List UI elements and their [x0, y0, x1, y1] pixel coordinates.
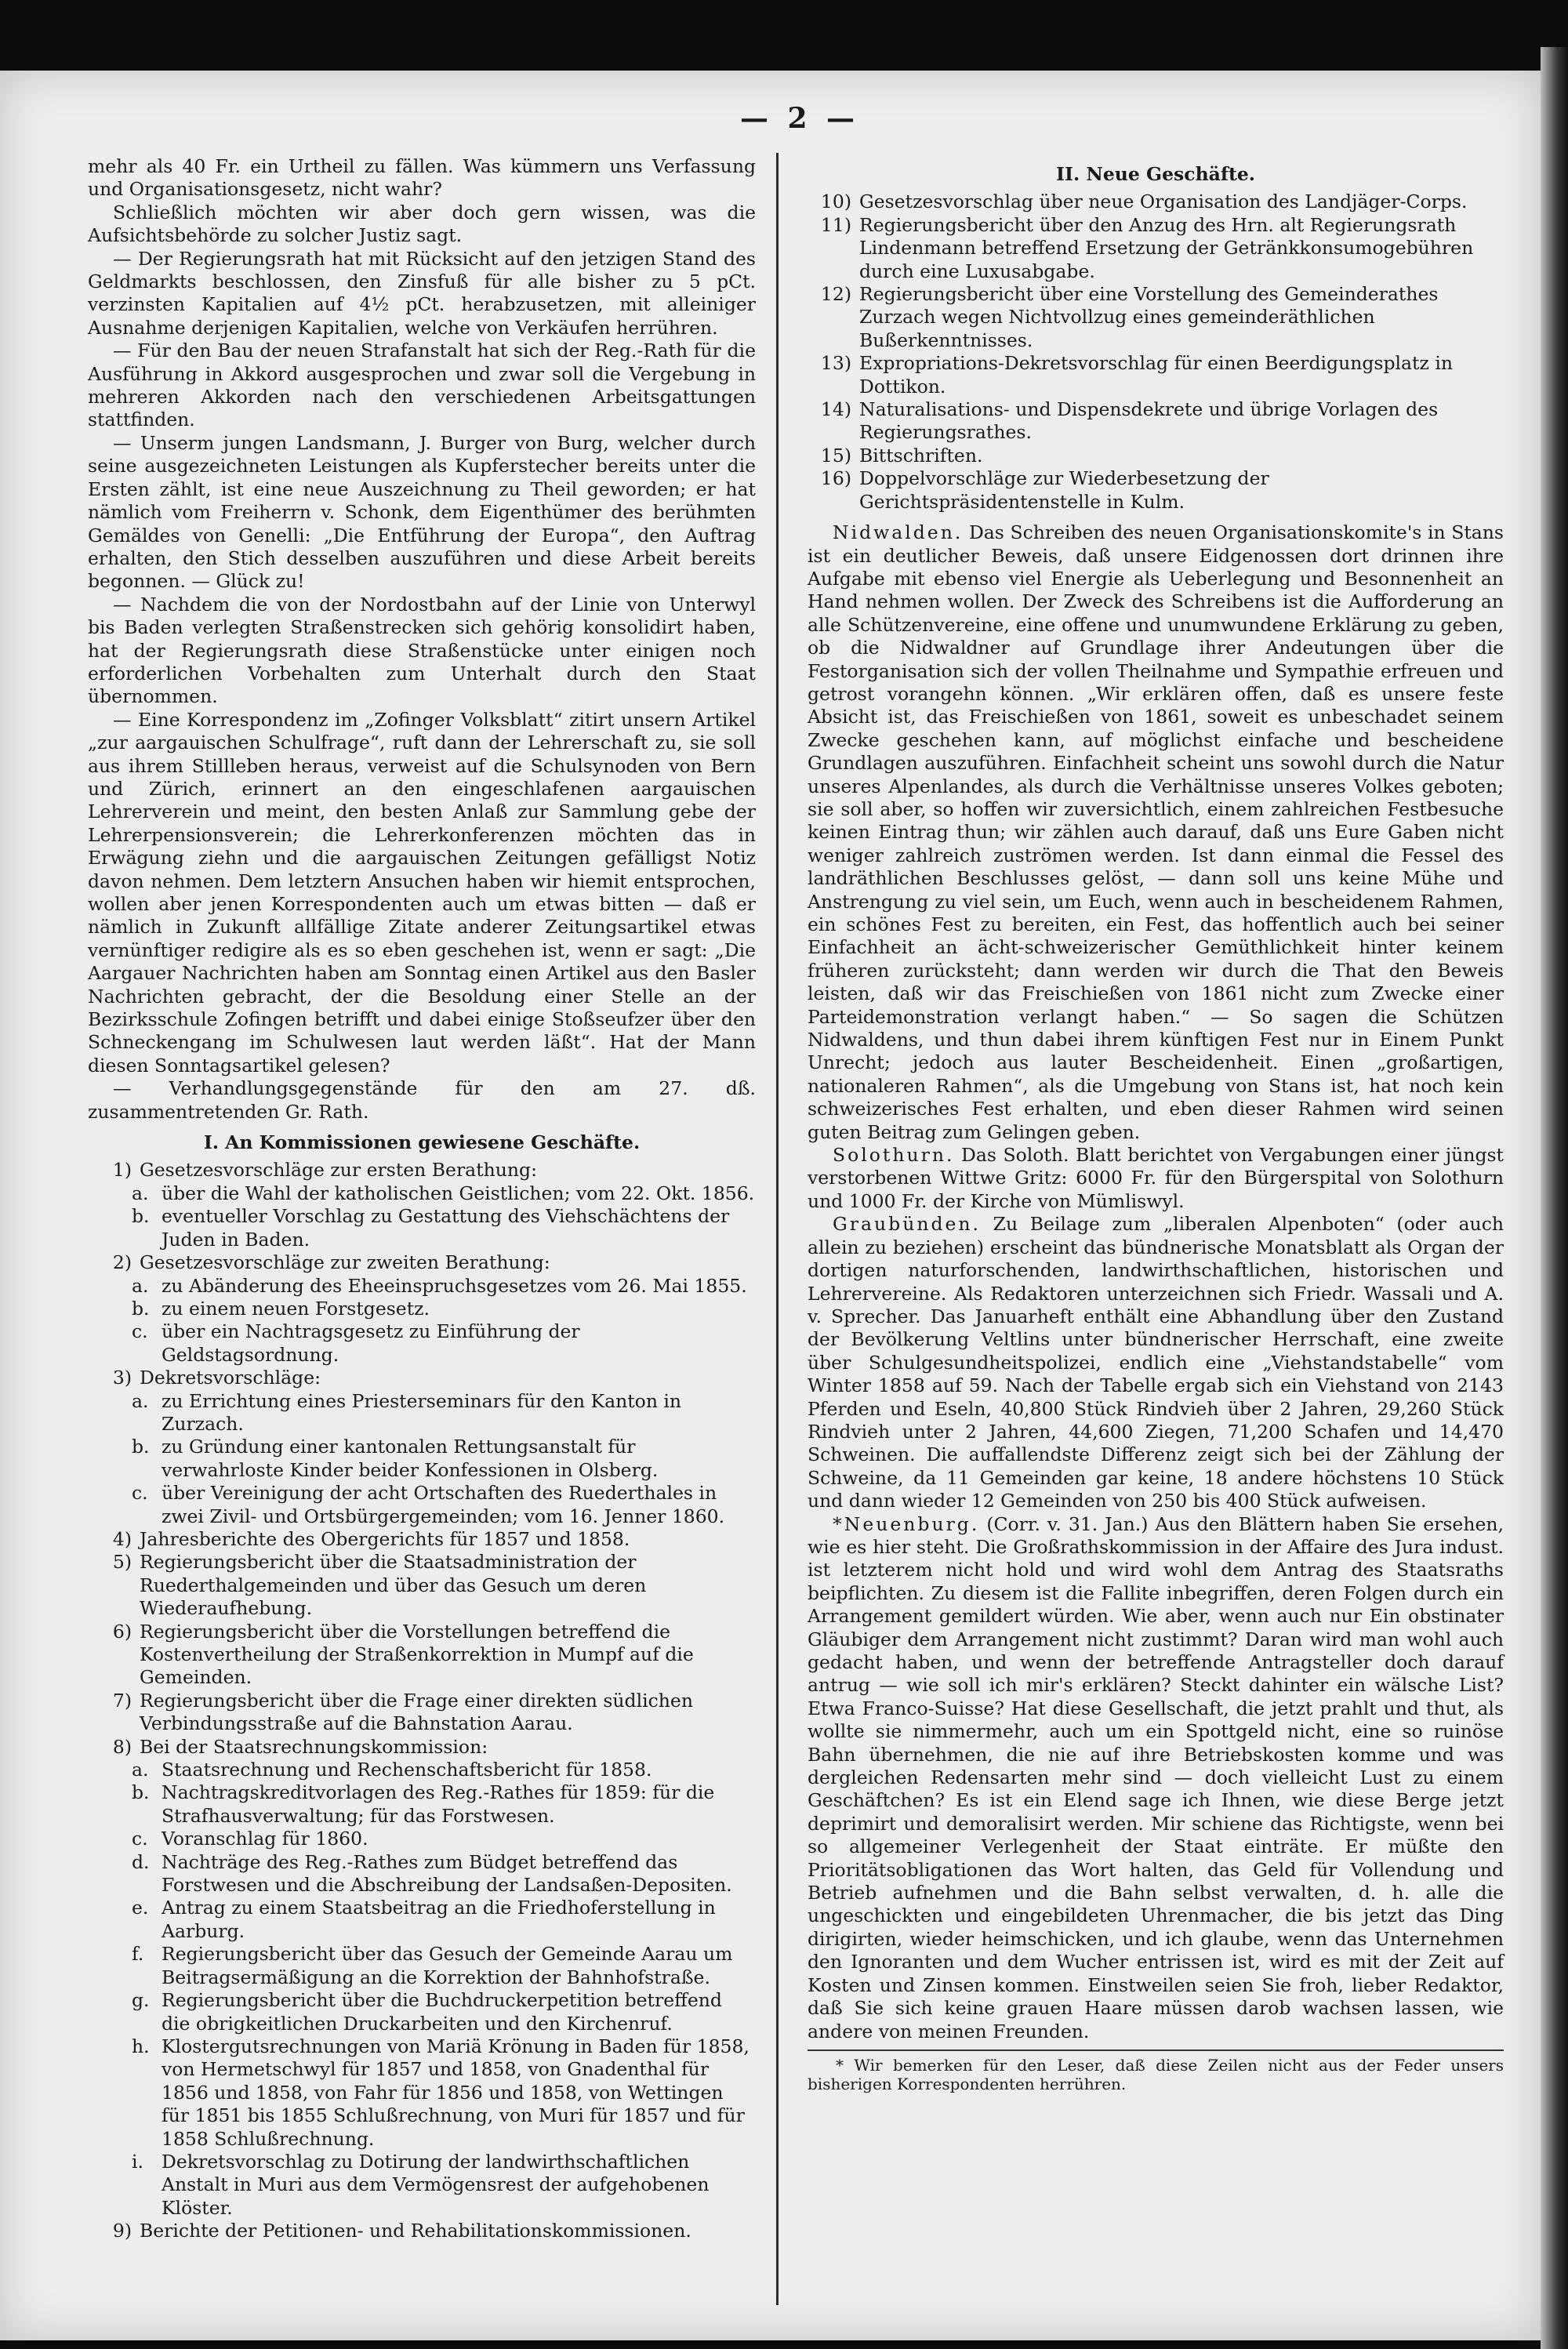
- agenda-subitem-letter: b.: [132, 1297, 150, 1320]
- article-nidwalden: [808, 521, 1504, 1144]
- agenda-subitem: [88, 1943, 756, 1989]
- agenda-list-kommissionen: [88, 1159, 756, 2242]
- agenda-subitem: [88, 1482, 756, 1528]
- agenda-item: [808, 398, 1504, 445]
- agenda-subitem: [88, 1781, 756, 1828]
- agenda-subitem-letter: a.: [132, 1274, 149, 1297]
- paragraph-aufsicht: Schließlich möchten wir aber doch gern wissen, was die Aufsichtsbehörde zu solcher Justiz sagt.: [88, 201, 756, 247]
- agenda-subitem-text: Antrag zu einem Staatsbeitrag an die Friedhoferstellung in Aarburg.: [162, 1897, 716, 1942]
- agenda-subitem-text: Nachtragskreditvorlagen des Reg.-Rathes für 1859: für die Strafhausverwaltung; für das Forstwesen.: [162, 1781, 715, 1827]
- agenda-subitem: [88, 1298, 756, 1320]
- agenda-item-text: Gesetzesvorschläge zur ersten Berathung:: [140, 1159, 538, 1182]
- agenda-subitem: [88, 1989, 756, 2035]
- agenda-subitem: [88, 1851, 756, 1897]
- agenda-subitem-text: über Vereinigung der acht Ortschaften des Ruederthales in zwei Zivil- und Ortsbürgergemeinden; vom 16. Jenner 1860.: [162, 1482, 725, 1527]
- agenda-item-number: 7): [112, 1689, 132, 1712]
- agenda-item-number: 2): [112, 1251, 132, 1274]
- agenda-item: [808, 191, 1504, 213]
- agenda-item: [88, 1551, 756, 1620]
- agenda-subitem-letter: b.: [132, 1436, 150, 1458]
- agenda-item-text: Bittschriften.: [859, 444, 983, 467]
- agenda-item-text: Dekretsvorschläge:: [140, 1367, 321, 1389]
- agenda-item-text: Bei der Staatsrechnungskommission:: [140, 1735, 488, 1758]
- agenda-item-number: 12): [820, 283, 851, 306]
- place-neuenburg: *Neuenburg.: [833, 1512, 980, 1535]
- agenda-subitem-letter: b.: [132, 1781, 150, 1804]
- agenda-item: [808, 445, 1504, 467]
- agenda-subitem-text: Voranschlag für 1860.: [162, 1828, 368, 1850]
- paragraph-burger: — Unserm jungen Landsmann, J. Burger von Burg, welcher durch seine ausgezeichneten Leistungen als Kupferstecher bereits unter die Ersten zählt, ist eine neue Auszeichnung zu Theil geworden; er hat nämlich vom Freiherrn v. Schonk, dem Eigenthümer des berühmten Gemäldes von Genelli: „Die Entführung der Europa“, den Auftrag erhalten, den Stich desselben auszuführen und diese Arbeit bereits begonnen. — Glück zu!: [88, 431, 756, 593]
- footnote: * Wir bemerken für den Leser, daß diese Zeilen nicht aus der Feder unsers bisherigen Korrespondenten herrühren.: [808, 2049, 1504, 2093]
- agenda-subitem: [88, 1320, 756, 1367]
- agenda-item: [88, 1528, 756, 1551]
- agenda-subitem-letter: c.: [132, 1482, 148, 1505]
- agenda-item-text: Regierungsbericht über den Anzug des Hrn. alt Regierungsrath Lindenmann betreffend Ersetzung der Getränkkonsumogebühren durch eine Luxusabgabe.: [859, 213, 1474, 282]
- page-edge-shadow: [1541, 47, 1568, 2349]
- agenda-subitem: [88, 1436, 756, 1482]
- agenda-item: [88, 1159, 756, 1182]
- agenda-item-text: Doppelvorschläge zur Wiederbesetzung der Gerichtspräsidentenstelle in Kulm.: [859, 467, 1269, 513]
- agenda-subitem-letter: h.: [132, 2035, 150, 2057]
- agenda-subitem: [88, 1182, 756, 1205]
- agenda-item: [88, 1736, 756, 1759]
- agenda-subitem-text: zu einem neuen Forstgesetz.: [162, 1297, 430, 1320]
- agenda-subitem-letter: c.: [132, 1828, 148, 1850]
- agenda-item-text: Gesetzesvorschläge zur zweiten Berathung:: [140, 1251, 550, 1274]
- agenda-subitem: [88, 1759, 756, 1781]
- paragraph-zofinger-volksblatt: — Eine Korrespondenz im „Zofinger Volksblatt“ zitirt unsern Artikel „zur aargauischen Schulfrage“, ruft dann der Lehrerschaft zu, sie soll aus ihrem Stillleben heraus, verweist auf die Schulsynoden von Bern und Zürich, erinnert an den eingeschlafenen aargauischen Lehrerverein und meint, den besten Anlaß zur Sammlung gebe der Lehrerpensionsverein; die Lehrerkonferenzen möchten das in Erwägung ziehn und die aargauischen Zeitungen gefälligst Notiz davon nehmen. Dem letztern Ansuchen haben wir hiemit entsprochen, wollen aber jenen Korrespondenten auch um etwas bitten — daß er nämlich in Zukunft allfällige Zitate anderer Zeitungsartikel etwas vernünftiger redigire als es so eben geschehen ist, wenn er sagt: „Die Aargauer Nachrichten haben am Sonntag einen Artikel aus den Basler Nachrichten gebracht, der die Besoldung einer Stelle an der Bezirksschule Zofingen betrifft und dabei einige Stoßseufzer über den Schneckengang im Schulwesen laut werden läßt“. Hat der Mann diesen Sonntagsartikel gelesen?: [88, 708, 756, 1076]
- agenda-subitem-text: Nachträge des Reg.-Rathes zum Büdget betreffend das Forstwesen und die Abschreibung der Landsaßen-Depositen.: [162, 1850, 732, 1897]
- agenda-subitem-text: zu Gründung einer kantonalen Rettungsanstalt für verwahrloste Kinder beider Konfessionen in Olsberg.: [162, 1436, 659, 1481]
- agenda-item-number: 10): [820, 191, 851, 213]
- agenda-subitem-letter: c.: [132, 1320, 148, 1343]
- agenda-subitem: [88, 1828, 756, 1850]
- agenda-subitem-letter: b.: [132, 1205, 150, 1228]
- agenda-subitem-letter: e.: [132, 1897, 149, 1919]
- article-neuenburg: [808, 1513, 1504, 2043]
- text-graubuenden: Zu Beilage zum „liberalen Alpenboten“ (oder auch allein zu beziehen) erscheint das bündnerische Monatsblatt als Organ der dortigen naturforschenden, landwirthschaftlichen, historischen und Lehrervereine. Als Redaktoren unterzeichnen sich Friedr. Wassali und A. v. Sprecher. Das Januarheft enthält eine Abhandlung über den Zustand der Bevölkerung Veltlins unter bündnerischer Herrschaft, eine zweite über Schulgesundheitspolizei, endlich eine „Viehstandstabelle“ vom Winter 1858 auf 59. Nach der Tabelle ergab sich ein Viehstand von 2143 Pferden und Eseln, 40,800 Stück Rindvieh über 2 Jahren, 29,260 Stück Rindvieh unter 2 Jahren, 44,600 Ziegen, 71,200 Schafen und 14,470 Schweinen. Die auffallendste Differenz zeigt sich bei der Zählung der Schweine, da 11 Gemeinden gar keine, 18 andere höchstens 10 Stück und dann wieder 12 Gemeinden von 250 bis 400 Stück aufweisen.: [808, 1213, 1504, 1512]
- agenda-subitem: [88, 1275, 756, 1298]
- agenda-item-text: Regierungsbericht über die Frage einer direkten südlichen Verbindungsstraße auf die Bahnstation Aarau.: [140, 1689, 693, 1735]
- agenda-subitem-text: eventueller Vorschlag zu Gestattung des Viehschächtens der Juden in Baden.: [162, 1205, 730, 1251]
- agenda-item-text: Naturalisations- und Dispensdekrete und übrige Vorlagen des Regierungsrathes.: [859, 398, 1439, 444]
- agenda-item-number: 13): [820, 352, 851, 375]
- agenda-item: [88, 1367, 756, 1389]
- paragraph-zinsfuss: — Der Regierungsrath hat mit Rücksicht auf den jetzigen Stand des Geldmarkts beschlossen, den Zinsfuß für alle bisher zu 5 pCt. verzinsten Kapitalien auf 4½ pCt. herabzusetzen, mit alleiniger Ausnahme derjenigen Kapitalien, welche von Verkäufen herrühren.: [88, 247, 756, 339]
- paragraph-verhandlungen: — Verhandlungsgegenstände für den am 27. dß. zusammentretenden Gr. Rath.: [88, 1077, 756, 1123]
- corr-neuenburg: (Corr. v. 31. Jan.): [986, 1512, 1149, 1535]
- agenda-item: [88, 2220, 756, 2242]
- agenda-subitem-text: Regierungsbericht über das Gesuch der Gemeinde Aarau um Beitragsermäßigung an die Korrektion der Bahnhofstraße.: [162, 1943, 733, 1988]
- left-column: [88, 155, 756, 2243]
- agenda-item: [808, 467, 1504, 514]
- paragraph-nordostbahn: — Nachdem die von der Nordostbahn auf der Linie von Unterwyl bis Baden verlegten Straßenstrecken sich gehörig konsolidirt haben, hat der Regierungsrath diese Straßenstücke unter einigen noch erforderlichen Vorbehalten zum Unterhalt durch den Staat übernommen.: [88, 593, 756, 708]
- agenda-item: [88, 1621, 756, 1690]
- agenda-item-text: Regierungsbericht über die Vorstellungen betreffend die Kostenvertheilung der Straßenkorrektion in Mumpf auf die Gemeinden.: [140, 1620, 694, 1689]
- agenda-subitem-letter: a.: [132, 1389, 149, 1412]
- agenda-subitem: [88, 1390, 756, 1436]
- agenda-item-number: 5): [112, 1551, 132, 1574]
- agenda-subitem: [88, 1897, 756, 1943]
- agenda-item-number: 15): [820, 444, 851, 467]
- agenda-subitem-text: Regierungsbericht über die Buchdruckerpetition betreffend die obrigkeitlichen Druckarbeiten und den Kirchenruf.: [162, 1989, 722, 2035]
- agenda-item-number: 16): [820, 467, 851, 490]
- agenda-subitem-text: über ein Nachtragsgesetz zu Einführung der Geldstagsordnung.: [162, 1320, 580, 1366]
- agenda-item-text: Regierungsbericht über eine Vorstellung des Gemeinderathes Zurzach wegen Nichtvollzug eines gemeinderäthlichen Bußerkenntnisses.: [859, 283, 1439, 351]
- agenda-item: [808, 214, 1504, 283]
- agenda-item: [88, 1251, 756, 1274]
- agenda-item: [88, 1690, 756, 1736]
- agenda-item-text: Jahresberichte des Obergerichts für 1857 und 1858.: [140, 1527, 630, 1550]
- agenda-subitem-text: Staatsrechnung und Rechenschaftsbericht für 1858.: [162, 1759, 652, 1781]
- agenda-subitem-letter: i.: [132, 2150, 143, 2173]
- agenda-subitem-letter: f.: [132, 1943, 144, 1966]
- agenda-item-number: 1): [112, 1159, 132, 1182]
- paragraph-strafanstalt: — Für den Bau der neuen Strafanstalt hat sich der Reg.-Rath für die Ausführung in Akkord ausgesprochen und zwar soll die Vergebung in mehreren Akkorden nach den verschiedenen Arbeitsgattungen stattfinden.: [88, 339, 756, 431]
- agenda-subitem-letter: g.: [132, 1989, 150, 2012]
- paragraph-urtheil: mehr als 40 Fr. ein Urtheil zu fällen. Was kümmern uns Verfassung und Organisationsgesetz, nicht wahr?: [88, 155, 756, 201]
- agenda-subitem: [88, 1205, 756, 1251]
- place-graubuenden: Graubünden.: [833, 1213, 982, 1236]
- agenda-item-number: 14): [820, 398, 851, 421]
- agenda-subitem-letter: a.: [132, 1182, 149, 1204]
- agenda-subitem: [88, 2035, 756, 2151]
- agenda-item-text: Berichte der Petitionen- und Rehabilitationskommissionen.: [140, 2220, 691, 2242]
- section-heading-neue-geschaefte: II. Neue Geschäfte.: [1056, 163, 1255, 185]
- agenda-item-number: 3): [112, 1367, 132, 1389]
- place-nidwalden: Nidwalden.: [833, 521, 964, 544]
- agenda-subitem-text: Dekretsvorschlag zu Dotirung der landwirthschaftlichen Anstalt in Muri aus dem Vermögensrest der aufgehobenen Klöster.: [162, 2150, 710, 2219]
- agenda-item-number: 8): [112, 1735, 132, 1758]
- agenda-list-neue-geschaefte: [808, 191, 1504, 514]
- section-heading-kommissionen: I. An Kommissionen gewiesene Geschäfte.: [203, 1131, 641, 1154]
- place-solothurn: Solothurn.: [833, 1144, 955, 1167]
- page-number: — 2 —: [739, 102, 860, 135]
- article-solothurn: [808, 1144, 1504, 1213]
- text-solothurn: Das Soloth. Blatt berichtet von Vergabungen einer jüngst verstorbenen Wittwe Gritz: 6000 Fr. für den Bürgerspital von Solothurn und 1000 Fr. der Kirche von Mümliswyl.: [808, 1144, 1504, 1212]
- agenda-subitem-letter: d.: [132, 1850, 150, 1873]
- right-column: [808, 155, 1504, 2093]
- text-neuenburg: Aus den Blättern haben Sie ersehen, wie es hier steht. Die Großrathskommission in der Affaire des Jura indust. ist letzterem nicht hold und wird wohl dem Antrag des Staatsraths beipflichten. Zu diesem ist die Fallite inbegriffen, deren Folgen durch ein Arrangement gemildert würden. Wie aber, wenn auch nur Ein obstinater Gläubiger dem Arrangement nicht zustimmt? Daran wird man wohl auch gedacht haben, und wenn der betreffende Antragsteller doch darauf antrug — wie soll ich mir's erklären? Steckt dahinter ein wälsche List? Etwa Franco-Suisse? Hat diese Gesellschaft, die jetzt prahlt und thut, als wollte sie nimmermehr, auch um ein Spottgeld nicht, eine so ruinöse Bahn übernehmen, die nie auf ihre Betriebskosten komme und was dergleichen Redensarten mehr sind — doch vielleicht Lust zu einem Geschäftchen? Es ist ein Elend sage ich Ihnen, wie diese Berge jetzt deprimirt und demoralisirt werden. Mir schiene das Richtigste, wenn bei so allgemeiner Verlegenheit der Staat einträte. Er müßte den Prioritätsobligationen das Wort halten, das Geld für Vollendung und Betrieb aufnehmen und die Bahn selbst verwalten, d. h. alle die ungeschickten und eingebildeten Uhrenmacher, die bis jetzt das Ding dirigirten, wieder heimschicken, und ich glaube, wenn das Unternehmen den Ignoranten und dem Wucher entrissen ist, wird es mit der Zeit auf Kosten und Zinsen kommen. Einstweilen seien Sie froh, lieber Redaktor, daß Sie sich keine grauen Haare müssen darob wachsen lassen, wie andere von meinen Freunden.: [808, 1512, 1504, 2042]
- agenda-item-text: Gesetzesvorschlag über neue Organisation des Landjäger-Corps.: [859, 191, 1468, 213]
- article-graubuenden: [808, 1213, 1504, 1512]
- text-nidwalden: Das Schreiben des neuen Organisationskomite's in Stans ist ein deutlicher Beweis, daß unsere Eidgenossen dort drinnen ihre Aufgabe mit ebenso viel Energie als Ueberlegung und Besonnenheit an Hand nehmen wollen. Der Zweck des Schreibens ist die Aufforderung an alle Schützenvereine, eine offene und unumwundene Erklärung zu geben, ob die Nidwaldner auf Grundlage ihrer Andeutungen über die Festorganisation sich der vollen Theilnahme und Sympathie erfreuen und getrost vorangehn können. „Wir erklären offen, daß es unsere feste Absicht ist, das Freischießen von 1861, soweit es unbeschadet seinem Zwecke geschehen kann, auf möglichst einfache und bescheidene Grundlagen auszuführen. Einfachheit scheint uns sowohl durch die Natur unseres Alpenlandes, als durch die Verhältnisse unseres Volkes geboten; sie soll aber, so hoffen wir zuversichtlich, einem zahlreichen Festbesuche keinen Eintrag thun; wir zählen auch darauf, daß uns Eure Gaben nicht weniger zahlreich zuströmen werden. Ist dann einmal die Fessel des landräthlichen Beschlusses gelöst, — dann soll uns keine Mühe und Anstrengung zu viel sein, um Euch, wenn auch in bescheidenem Rahmen, ein schönes Fest zu bereiten, ein Fest, das hoffentlich auch bei seiner Einfachheit an ächt-schweizerischer Gemüthlichkeit hinter keinem früheren zurücksteht; dann werden wir durch die That den Beweis leisten, daß wir das Freischießen von 1861 nicht zum Zwecke einer Parteidemonstration verlangt haben.“ — So sagen die Schützen Nidwaldens, und thun dabei ihrem künftigen Fest nur in Einem Punkt Unrecht; jedoch aus lauter Bescheidenheit. Einen „großartigen, nationaleren Rahmen“, als die Umgebung von Stans ist, hat noch kein schweizerisches Fest erhalten, und eben dieser Rahmen wird seinen guten Beitrag zum Gelingen geben.: [808, 521, 1504, 1143]
- agenda-subitem-text: über die Wahl der katholischen Geistlichen; vom 22. Okt. 1856.: [162, 1182, 755, 1204]
- agenda-item-number: 11): [820, 213, 851, 236]
- agenda-subitem-text: Klostergutsrechnungen von Mariä Krönung in Baden für 1858, von Hermetschwyl für 1857 und 1858, von Gnadenthal für 1856 und 1858, von Fahr für 1856 und 1858, von Wettingen für 1851 bis 1855 Schlußrechnung, von Muri für 1857 und für 1858 Schlußrechnung.: [162, 2035, 750, 2150]
- newspaper-page: [0, 71, 1541, 2340]
- agenda-subitem: [88, 2151, 756, 2220]
- agenda-item: [808, 283, 1504, 352]
- agenda-item-text: Regierungsbericht über die Staatsadministration der Ruederthalgemeinden und über das Gesuch um deren Wiederaufhebung.: [140, 1551, 647, 1620]
- agenda-subitem-text: zu Abänderung des Eheeinspruchsgesetzes vom 26. Mai 1855.: [162, 1274, 747, 1297]
- agenda-item-number: 9): [112, 2220, 132, 2242]
- agenda-item-number: 6): [112, 1620, 132, 1643]
- agenda-subitem-letter: a.: [132, 1759, 149, 1781]
- agenda-item: [808, 352, 1504, 398]
- agenda-item-text: Expropriations-Dekretsvorschlag für einen Beerdigungsplatz in Dottikon.: [859, 352, 1453, 398]
- column-divider: [776, 153, 779, 2305]
- agenda-item-number: 4): [112, 1527, 132, 1550]
- agenda-subitem-text: zu Errichtung eines Priesterseminars für den Kanton in Zurzach.: [162, 1389, 682, 1435]
